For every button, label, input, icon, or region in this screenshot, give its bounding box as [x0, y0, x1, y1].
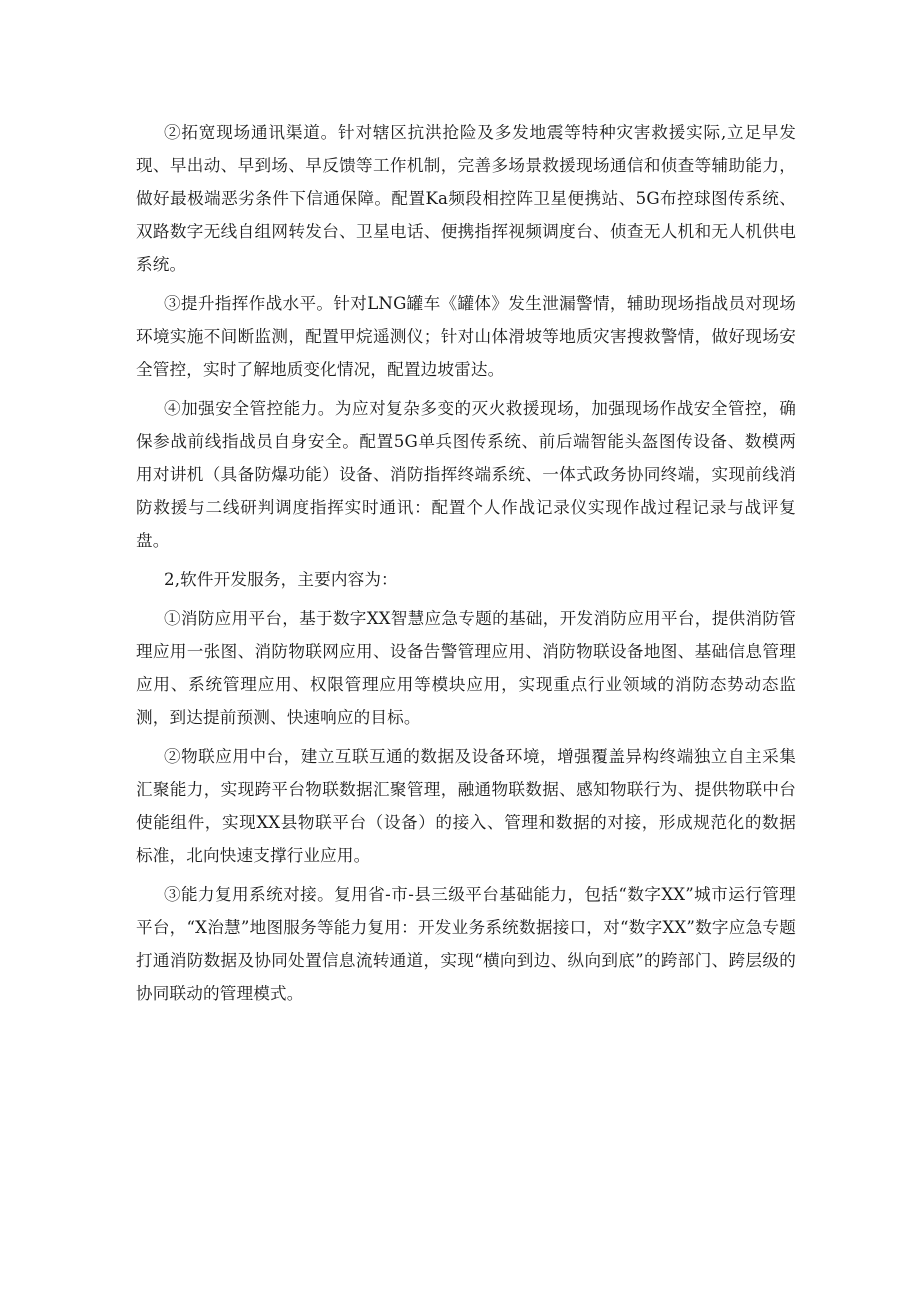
paragraph-command-level: ③提升指挥作战水平。针对LNG罐车《罐体》发生泄漏警情，辅助现场指战员对现场环境实施不间断监测，配置甲烷遥测仪；针对山体滑坡等地质灾害搜救警情，做好现场安全管控，实时了解地质变化情况，配置边坡雷达。 [136, 294, 796, 379]
paragraph-fire-application-platform: ①消防应用平台，基于数字XX智慧应急专题的基础，开发消防应用平台，提供消防管理应用一张图、消防物联网应用、设备告警管理应用、消防物联设备地图、基础信息管理应用、系统管理应用、权限管理应用等模块应用，实现重点行业领域的消防态势动态监测，到达提前预测、快速响应的目标。 [136, 609, 796, 727]
paragraph-communication-channels: ②拓宽现场通讯渠道。针对辖区抗洪抢险及多发地震等特种灾害救援实际,立足早发现、早出动、早到场、早反馈等工作机制，完善多场景救援现场通信和侦查等辅助能力，做好最极端恶劣条件下信通保障。配置Ka频段相控阵卫星便携站、5G布控球图传系统、双路数字无线自组网转发台、卫星电话、便携指挥视频调度台、侦查无人机和无人机供电系统。 [136, 123, 796, 274]
paragraph-software-services-heading: 2,软件开发服务，主要内容为： [164, 570, 398, 589]
paragraph-iot-middle-platform: ②物联应用中台，建立互联互通的数据及设备环境，增强覆盖异构终端独立自主采集汇聚能力，实现跨平台物联数据汇聚管理，融通物联数据、感知物联行为、提供物联中台使能组件，实现XX县物联平台（设备）的接入、管理和数据的对接，形成规范化的数据标准，北向快速支撑行业应用。 [136, 747, 796, 865]
document-body [136, 116, 796, 1016]
paragraph-safety-control: ④加强安全管控能力。为应对复杂多变的灭火救援现场，加强现场作战安全管控，确保参战前线指战员自身安全。配置5G单兵图传系统、前后端智能头盔图传设备、数模两用对讲机（具备防爆功能）设备、消防指挥终端系统、一体式政务协同终端，实现前线消防救援与二线研判调度指挥实时通讯：配置个人作战记录仪实现作战过程记录与战评复盘。 [136, 399, 796, 550]
paragraph-capability-reuse: ③能力复用系统对接。复用省-市-县三级平台基础能力，包括“数字XX”城市运行管理平台，“X治慧”地图服务等能力复用：开发业务系统数据接口，对“数字XX”数字应急专题打通消防数据及协同处置信息流转通道，实现“横向到边、纵向到底”的跨部门、跨层级的协同联动的管理模式。 [136, 885, 796, 1003]
